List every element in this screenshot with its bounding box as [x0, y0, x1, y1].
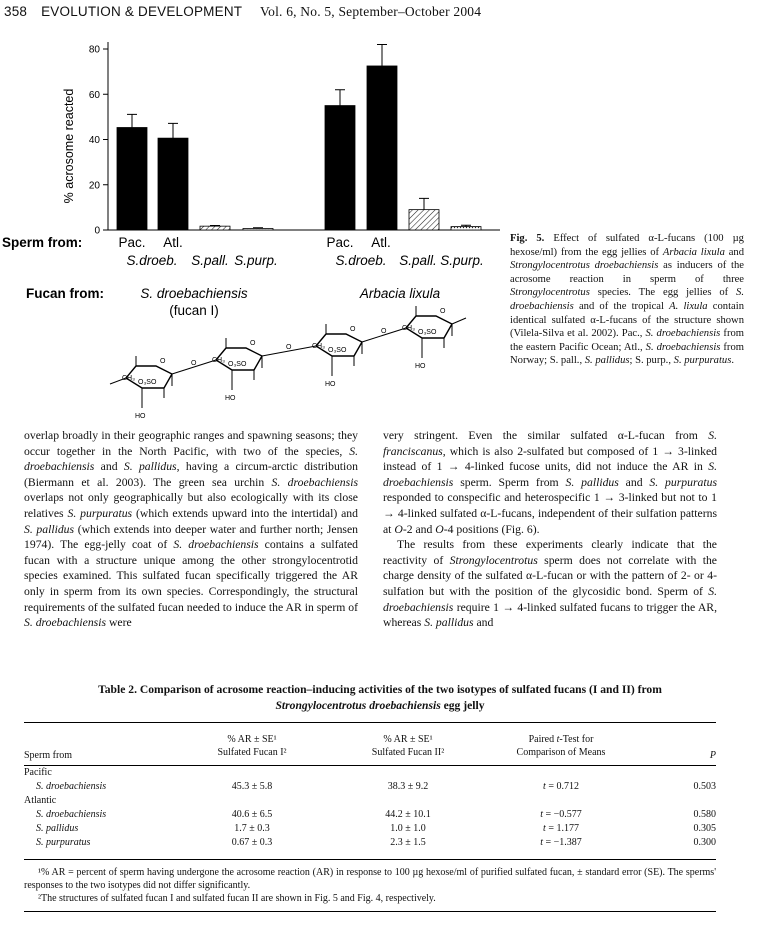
table-group-label: Atlantic — [24, 794, 57, 806]
bar-1-4 — [243, 228, 273, 230]
caption-segment: S. droebachiensis — [645, 341, 721, 353]
cat-label-g2-spall: S.pall. — [399, 253, 437, 268]
caption-segment: S. purpuratus — [673, 355, 732, 367]
bar-1-3 — [200, 226, 230, 230]
body-text-segment: (which extends into deeper water and further north; Jensen 1974). The egg-jelly coat of — [24, 522, 358, 552]
table-group-row — [24, 793, 716, 807]
cat-label-g2-atl: Atl. — [371, 235, 391, 250]
ring-label-oso: O₃SO — [228, 361, 247, 368]
table-2 — [24, 731, 716, 849]
bar-2-3 — [409, 210, 439, 230]
body-text-segment: S. pallidus — [24, 522, 75, 536]
cat-label-g2-spurp: S.purp. — [440, 253, 484, 268]
body-text-segment: sperm. Sperm from — [453, 475, 566, 489]
body-text-segment: sperm does not correlate with the charge density of the sulfated α-L-fucan or with the pattern of 2- or 4-sulfation but with the position of the glycosidic bond. Sperm of — [383, 553, 717, 598]
ring-label-o: O — [440, 308, 446, 315]
table-cell-fucan1-value: 0.67 ± 0.3 — [231, 836, 273, 848]
body-text-segment: very stringent. Even the similar sulfated α-L-fucan from — [383, 429, 709, 442]
header-p: P — [709, 750, 716, 761]
table-cell-fucan2-value: 1.0 ± 1.0 — [390, 822, 426, 834]
caption-segment: Effect of sulfated α-L-fucans (100 µg hexose/ml) from the egg jellies of — [510, 233, 744, 258]
body-column-right — [383, 428, 717, 631]
table-footnote-1: ¹% AR = percent of sperm having undergone the acrosome reaction (AR) in response to 100 µg hexose/ml of purified sulfated fucan, ± standard error (SE). The sperms' responses to the two isotypes did not differ significantly. — [24, 867, 716, 891]
header-fucan1-a: % AR ± SE¹ — [227, 733, 277, 745]
body-paragraph — [383, 537, 717, 631]
cat-label-g1-atl: Atl. — [163, 235, 183, 250]
table-cell-p-value: 0.503 — [693, 780, 716, 792]
caption-segment: S. pallidus — [584, 355, 630, 367]
body-text-segment: O — [394, 522, 403, 536]
caption-segment: from the eastern Pacific Ocean; Atl., — [510, 328, 745, 353]
body-text-segment: S. purpuratus — [67, 506, 133, 520]
table-cell-fucan2-value: 2.3 ± 1.5 — [390, 836, 426, 848]
table-title-species: Strongylocentrotus droebachiensis — [275, 698, 441, 712]
table-cell-p-value: 0.300 — [693, 836, 716, 848]
body-paragraph — [383, 428, 717, 537]
table-top-rule — [24, 722, 716, 723]
body-text-segment: and — [473, 616, 494, 630]
cat-label-g1-spall: S.pall. — [191, 253, 229, 268]
header-ttest-b: Comparison of Means — [516, 747, 606, 758]
bar-1-2 — [158, 138, 188, 230]
header-fucan2-b: Sulfated Fucan II² — [371, 747, 445, 758]
table-cell-species: S. droebachiensis — [36, 780, 107, 792]
chain-end-bond — [452, 318, 466, 324]
body-text-segment: , having a circum-arctic distribution (Biermann et al. 2003). The green sea urchin — [24, 460, 358, 489]
table-header-row-1 — [24, 731, 716, 747]
ring-label-o: O — [350, 326, 356, 333]
cat-label-g1-spurp: S.purp. — [234, 253, 278, 268]
fucan-structure-diagram — [110, 306, 466, 420]
table-cell-p-value: 0.305 — [693, 822, 716, 834]
caption-segment: Strongylocentrotus droebachiensis — [510, 260, 659, 272]
ring-label-o: O — [160, 358, 166, 365]
ring-label-ho: HO — [135, 413, 146, 420]
error-bar-2-2 — [377, 44, 387, 65]
figure-caption — [510, 232, 744, 368]
cat-label-g1-pac: Pac. — [118, 235, 146, 250]
table-cell-fucan1-value: 45.3 ± 5.8 — [231, 780, 273, 792]
error-bar-1-1 — [127, 114, 137, 127]
y-tick-label: 80 — [88, 44, 100, 56]
body-text-segment: -2 and — [402, 522, 436, 536]
cat-label-g2-pac: Pac. — [326, 235, 354, 250]
caption-segment: from Norway; S. pall., — [510, 341, 744, 367]
body-text-segment: S. pallidus — [565, 475, 619, 489]
header-ttest-a — [486, 731, 636, 747]
cat-label-g2-sdroeb: S.droeb. — [335, 253, 387, 268]
error-bar-1-2 — [168, 123, 178, 138]
table-row — [24, 779, 716, 793]
caption-segment: as inducers of the acrosome reaction in sperm of three — [510, 260, 744, 285]
body-text-segment: S. droebachiensis — [24, 444, 358, 474]
y-tick-label: 60 — [88, 89, 100, 101]
table-header-row-2 — [24, 747, 716, 765]
body-text-segment: were — [106, 616, 132, 630]
body-text-segment: S. droebachiensis — [383, 584, 717, 614]
table-footnote-2: ²The structures of sulfated fucan I and sulfated fucan II are shown in Fig. 5 and Fig. 4, respectively. — [38, 893, 436, 904]
body-text-segment: S. droebachiensis — [173, 538, 259, 552]
header-ttest-text: Paired t-Test for — [528, 733, 594, 745]
error-bar-2-1 — [335, 90, 345, 106]
ring-label-oso: O₃SO — [138, 379, 157, 386]
table-title-tail: egg jelly — [440, 698, 485, 712]
table-row — [24, 835, 716, 849]
table-bottom-rule — [24, 859, 716, 860]
ring-label-ch3: CH₃ — [402, 325, 415, 332]
cat-label-g1-sdroeb: S.droeb. — [126, 253, 178, 268]
caption-segment: species. The egg jellies of — [589, 287, 737, 299]
caption-segment: ; S. purp., — [629, 355, 674, 367]
table-cell-species: S. droebachiensis — [36, 808, 107, 820]
bond-label-o: O — [191, 360, 197, 367]
body-text-segment: contains a sulfated fucan with a structure unique among the other strongylocentrotid species examined. This sulfated fucan specifically triggered the AR only in sperm from its own species. Correspondingly, the structural requirements of the sulfated fucan needed to induce the AR in sperm of — [24, 538, 358, 614]
body-text-segment: Strongylocentrotus — [449, 553, 538, 567]
body-text-segment: S. pallidus — [123, 460, 177, 474]
body-text-segment: overlaps not only geographically but also ecologically with its close relatives — [24, 491, 358, 520]
table-cell-t-value: t = 0.712 — [543, 780, 579, 792]
sperm-from-label: Sperm from: — [2, 235, 83, 250]
caption-segment: contain identical sulfated α-L-fucans of the structure shown (Vilela-Silva et al. 2002). Pac., — [510, 300, 744, 340]
body-text-segment: overlap broadly in their geographic ranges and spawning seasons; they occur together in the North Pacific, with two of the species, — [24, 429, 358, 458]
journal-volume: Vol. 6, No. 5, September–October 2004 — [259, 4, 482, 19]
table-cell-fucan1-value: 40.6 ± 6.5 — [231, 808, 273, 820]
caption-segment: and of the tropical — [573, 300, 670, 312]
table-cell-species: S. purpuratus — [36, 836, 91, 848]
body-text-segment: O — [435, 522, 444, 536]
table-cell-t-value: t = −0.577 — [540, 808, 582, 820]
y-axis-label: % acrosome reacted — [62, 88, 76, 204]
bar-series — [117, 44, 481, 230]
fucan-from-label: Fucan from: — [26, 286, 105, 301]
header-sperm-from: Sperm from — [24, 750, 73, 761]
body-text-segment: S. purpuratus — [649, 475, 718, 489]
caption-segment: . — [731, 355, 734, 367]
bar-2-2 — [367, 66, 397, 230]
body-text-segment: and — [618, 475, 650, 489]
ring-label-ho: HO — [325, 381, 336, 388]
caption-segment: Strongylocentrotus — [510, 287, 590, 299]
body-text-segment: S. droebachiensis — [383, 460, 717, 489]
table-end-rule — [24, 911, 716, 912]
body-paragraph — [24, 428, 358, 631]
table-row — [24, 807, 716, 821]
table-cell-fucan2-value: 38.3 ± 9.2 — [387, 780, 429, 792]
caption-segment: Arbacia lixula — [662, 246, 725, 258]
ring-label-oso: O₃SO — [418, 329, 437, 336]
body-text-segment: responded to conspecific and heterospecific 1 → 3-linked but not to 1 → 4-linked sulfated α-L-fucans, independent of their sulfation patterns at — [383, 491, 717, 536]
fucan2-name: Arbacia lixula — [359, 286, 441, 301]
fucan1-subtitle: (fucan I) — [169, 303, 219, 318]
y-tick-label: 40 — [88, 135, 100, 146]
body-text-segment: (which extends upward into the intertidal) and — [132, 506, 358, 520]
ring-label-ch3: CH₃ — [122, 375, 135, 382]
bond-label-o: O — [381, 328, 387, 335]
body-text-segment: S. franciscanus — [383, 429, 717, 458]
table-cell-species: S. pallidus — [36, 822, 79, 834]
error-bar-2-3 — [419, 198, 429, 209]
bar-2-4 — [451, 227, 481, 230]
body-text-segment: , which is also 2-sulfated but composed of 1 → 3-linked instead of 1 → 4-linked fucose units, did not induce the AR in — [383, 444, 717, 474]
body-text-segment: S. droebachiensis — [24, 616, 107, 630]
body-text-segment: require 1 → 4-linked sulfated fucans to trigger the AR, whereas — [383, 600, 717, 630]
caption-segment: S. droebachiensis — [645, 328, 721, 340]
table-group-label: Pacific — [24, 766, 52, 778]
bond-label-o: O — [286, 344, 292, 351]
header-fucan2-a: % AR ± SE¹ — [383, 733, 433, 745]
ring-label-oso: O₃SO — [328, 347, 347, 354]
ring-label-ho: HO — [225, 395, 236, 402]
caption-segment: S. droebachiensis — [510, 287, 744, 312]
ring-label-ch3: CH₃ — [312, 343, 325, 350]
header-fucan1-b: Sulfated Fucan I² — [217, 747, 287, 758]
ring-label-o: O — [250, 340, 256, 347]
table-group-row — [24, 765, 716, 779]
fucan1-name: S. droebachiensis — [140, 286, 248, 301]
table-cell-fucan2-value: 44.2 ± 10.1 — [385, 808, 431, 820]
table-cell-t-value: t = −1.387 — [540, 836, 582, 848]
body-text-segment: The results from these experiments clearly indicate that the reactivity of — [383, 538, 717, 567]
bar-1-1 — [117, 128, 147, 230]
ring-label-ho: HO — [415, 363, 426, 370]
table-title — [24, 682, 736, 713]
y-axis-ticks — [89, 45, 108, 237]
table-row — [24, 821, 716, 835]
figure-5 — [0, 28, 505, 428]
table-body — [24, 765, 716, 849]
journal-name: EVOLUTION & DEVELOPMENT — [41, 4, 242, 19]
table-title-line1: Table 2. Comparison of acrosome reaction–inducing activities of the two isotypes of sulfated fucans (I and II) from — [98, 683, 662, 696]
y-tick-label: 20 — [88, 180, 100, 192]
table-cell-p-value: 0.580 — [693, 808, 716, 820]
page-number: 358 — [4, 4, 28, 19]
caption-label: Fig. 5. — [510, 233, 545, 244]
body-text-segment: S. droebachiensis — [271, 475, 358, 489]
bar-2-1 — [325, 106, 355, 230]
table-cell-t-value: t = 1.177 — [543, 822, 579, 834]
ring-label-ch3: CH₃ — [212, 357, 225, 364]
body-text-segment: and — [94, 460, 124, 474]
body-column-left — [24, 428, 358, 631]
body-text-segment: -4 positions (Fig. 6). — [443, 522, 540, 536]
table-cell-fucan1-value: 1.7 ± 0.3 — [234, 822, 270, 834]
running-header — [4, 4, 481, 20]
caption-segment: A. lixula — [669, 300, 708, 312]
caption-segment: and — [724, 246, 745, 258]
y-tick-label: 0 — [94, 225, 100, 237]
caption-text — [510, 233, 744, 366]
body-text-segment: S. pallidus — [424, 616, 474, 630]
